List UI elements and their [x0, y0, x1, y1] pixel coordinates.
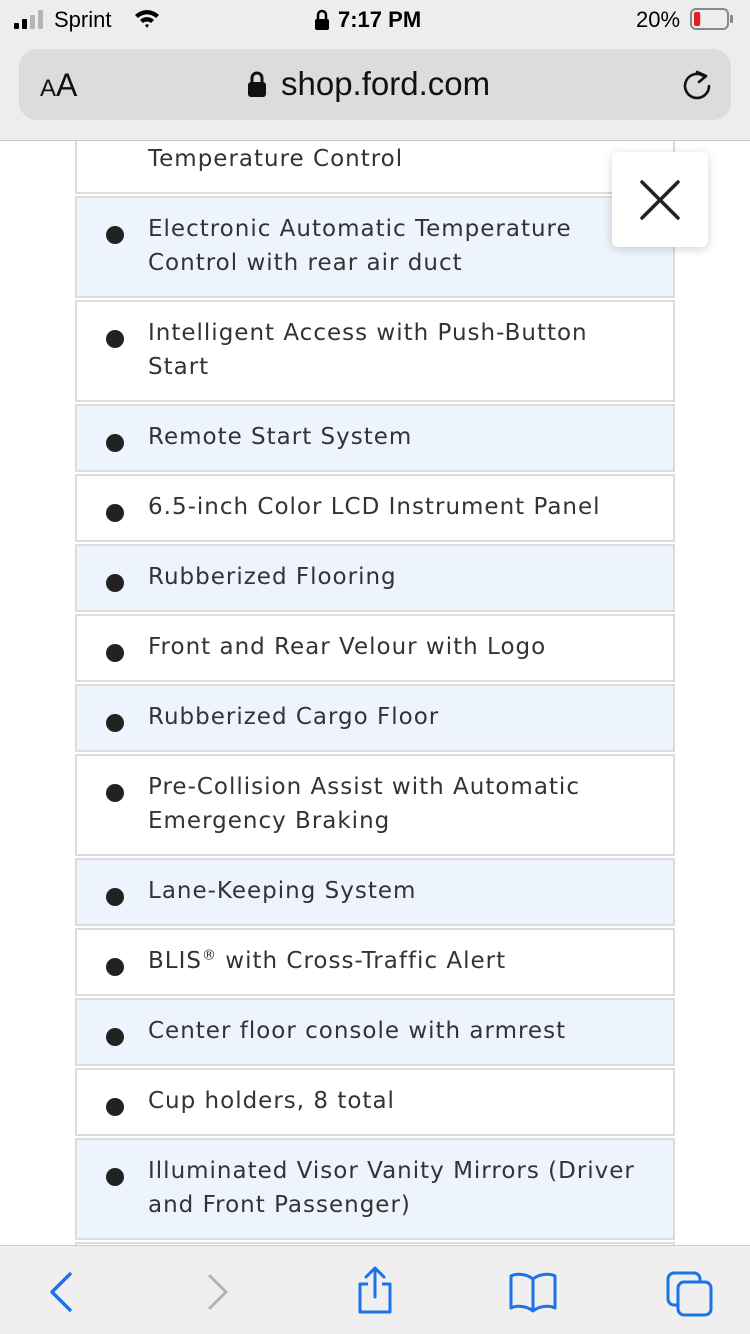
back-button[interactable]: [44, 1270, 86, 1314]
close-button[interactable]: [612, 152, 708, 247]
feature-text: Lane-Keeping System: [148, 878, 417, 904]
feature-text: 6.5-inch Color LCD Instrument Panel: [148, 494, 601, 520]
feature-row: [75, 1068, 675, 1136]
bullet-icon: [106, 1098, 124, 1116]
feature-row: [75, 614, 675, 682]
feature-text: Rubberized Flooring: [148, 564, 397, 590]
lock-icon: [247, 70, 267, 98]
url-display[interactable]: [247, 65, 490, 103]
feature-row: [75, 754, 675, 856]
bullet-icon: [106, 888, 124, 906]
share-button[interactable]: [354, 1266, 396, 1316]
bullet-icon: [106, 434, 124, 452]
feature-row: [75, 300, 675, 402]
status-time: [314, 7, 421, 33]
feature-text: Center floor console with armrest: [148, 1018, 567, 1044]
text-size-button[interactable]: AA: [40, 67, 78, 103]
feature-row: [75, 1138, 675, 1240]
bullet-icon: [106, 1168, 124, 1186]
browser-toolbar: [0, 1245, 750, 1334]
feature-row: [75, 684, 675, 752]
feature-row: [75, 928, 675, 996]
feature-row: [75, 404, 675, 472]
bullet-icon: [106, 714, 124, 732]
forward-button[interactable]: [198, 1270, 240, 1314]
feature-row: [75, 474, 675, 542]
reload-button[interactable]: [679, 67, 715, 103]
feature-text: Front and Rear Velour with Logo: [148, 634, 547, 660]
bullet-icon: [106, 1028, 124, 1046]
feature-text: BLIS: [148, 948, 202, 974]
feature-row: [75, 196, 675, 298]
feature-row: [75, 544, 675, 612]
tabs-button[interactable]: [665, 1270, 715, 1318]
feature-text: Temperature Control: [148, 146, 404, 172]
battery-percent: 20%: [636, 7, 681, 32]
registered-mark: ®: [201, 947, 217, 964]
feature-text: Remote Start System: [148, 424, 413, 450]
bullet-icon: [106, 574, 124, 592]
bullet-icon: [106, 504, 124, 522]
bullet-icon: [106, 226, 124, 244]
orientation-lock-icon: [314, 9, 330, 31]
feature-list: [75, 92, 675, 1334]
feature-text: Rubberized Cargo Floor: [148, 704, 440, 730]
address-bar[interactable]: [19, 49, 731, 120]
feature-text-after: with Cross-Traffic Alert: [216, 948, 507, 974]
feature-text: Intelligent Access with Push-Button Start: [148, 320, 588, 380]
carrier-name: Sprint: [54, 7, 112, 32]
feature-row: [75, 998, 675, 1066]
bullet-icon: [106, 958, 124, 976]
feature-row: [75, 858, 675, 926]
bookmarks-button[interactable]: [508, 1270, 558, 1314]
feature-text: Cup holders, 8 total: [148, 1088, 395, 1114]
wifi-icon: [134, 8, 160, 30]
feature-text: Pre-Collision Assist with Automatic Emergency Braking: [148, 774, 580, 834]
url-text: shop.ford.com: [281, 65, 491, 102]
clock-text: 7:17 PM: [338, 7, 422, 32]
status-bar: [0, 0, 750, 40]
signal-icon: [14, 9, 43, 29]
bullet-icon: [106, 330, 124, 348]
feature-text: Illuminated Visor Vanity Mirrors (Driver and Front Passenger): [148, 1158, 635, 1218]
battery-icon: [690, 8, 734, 30]
close-icon: [639, 179, 681, 221]
bullet-icon: [106, 784, 124, 802]
browser-top-bar: [0, 0, 750, 141]
feature-text: Electronic Automatic Temperature Control with rear air duct: [148, 216, 572, 276]
bullet-icon: [106, 644, 124, 662]
